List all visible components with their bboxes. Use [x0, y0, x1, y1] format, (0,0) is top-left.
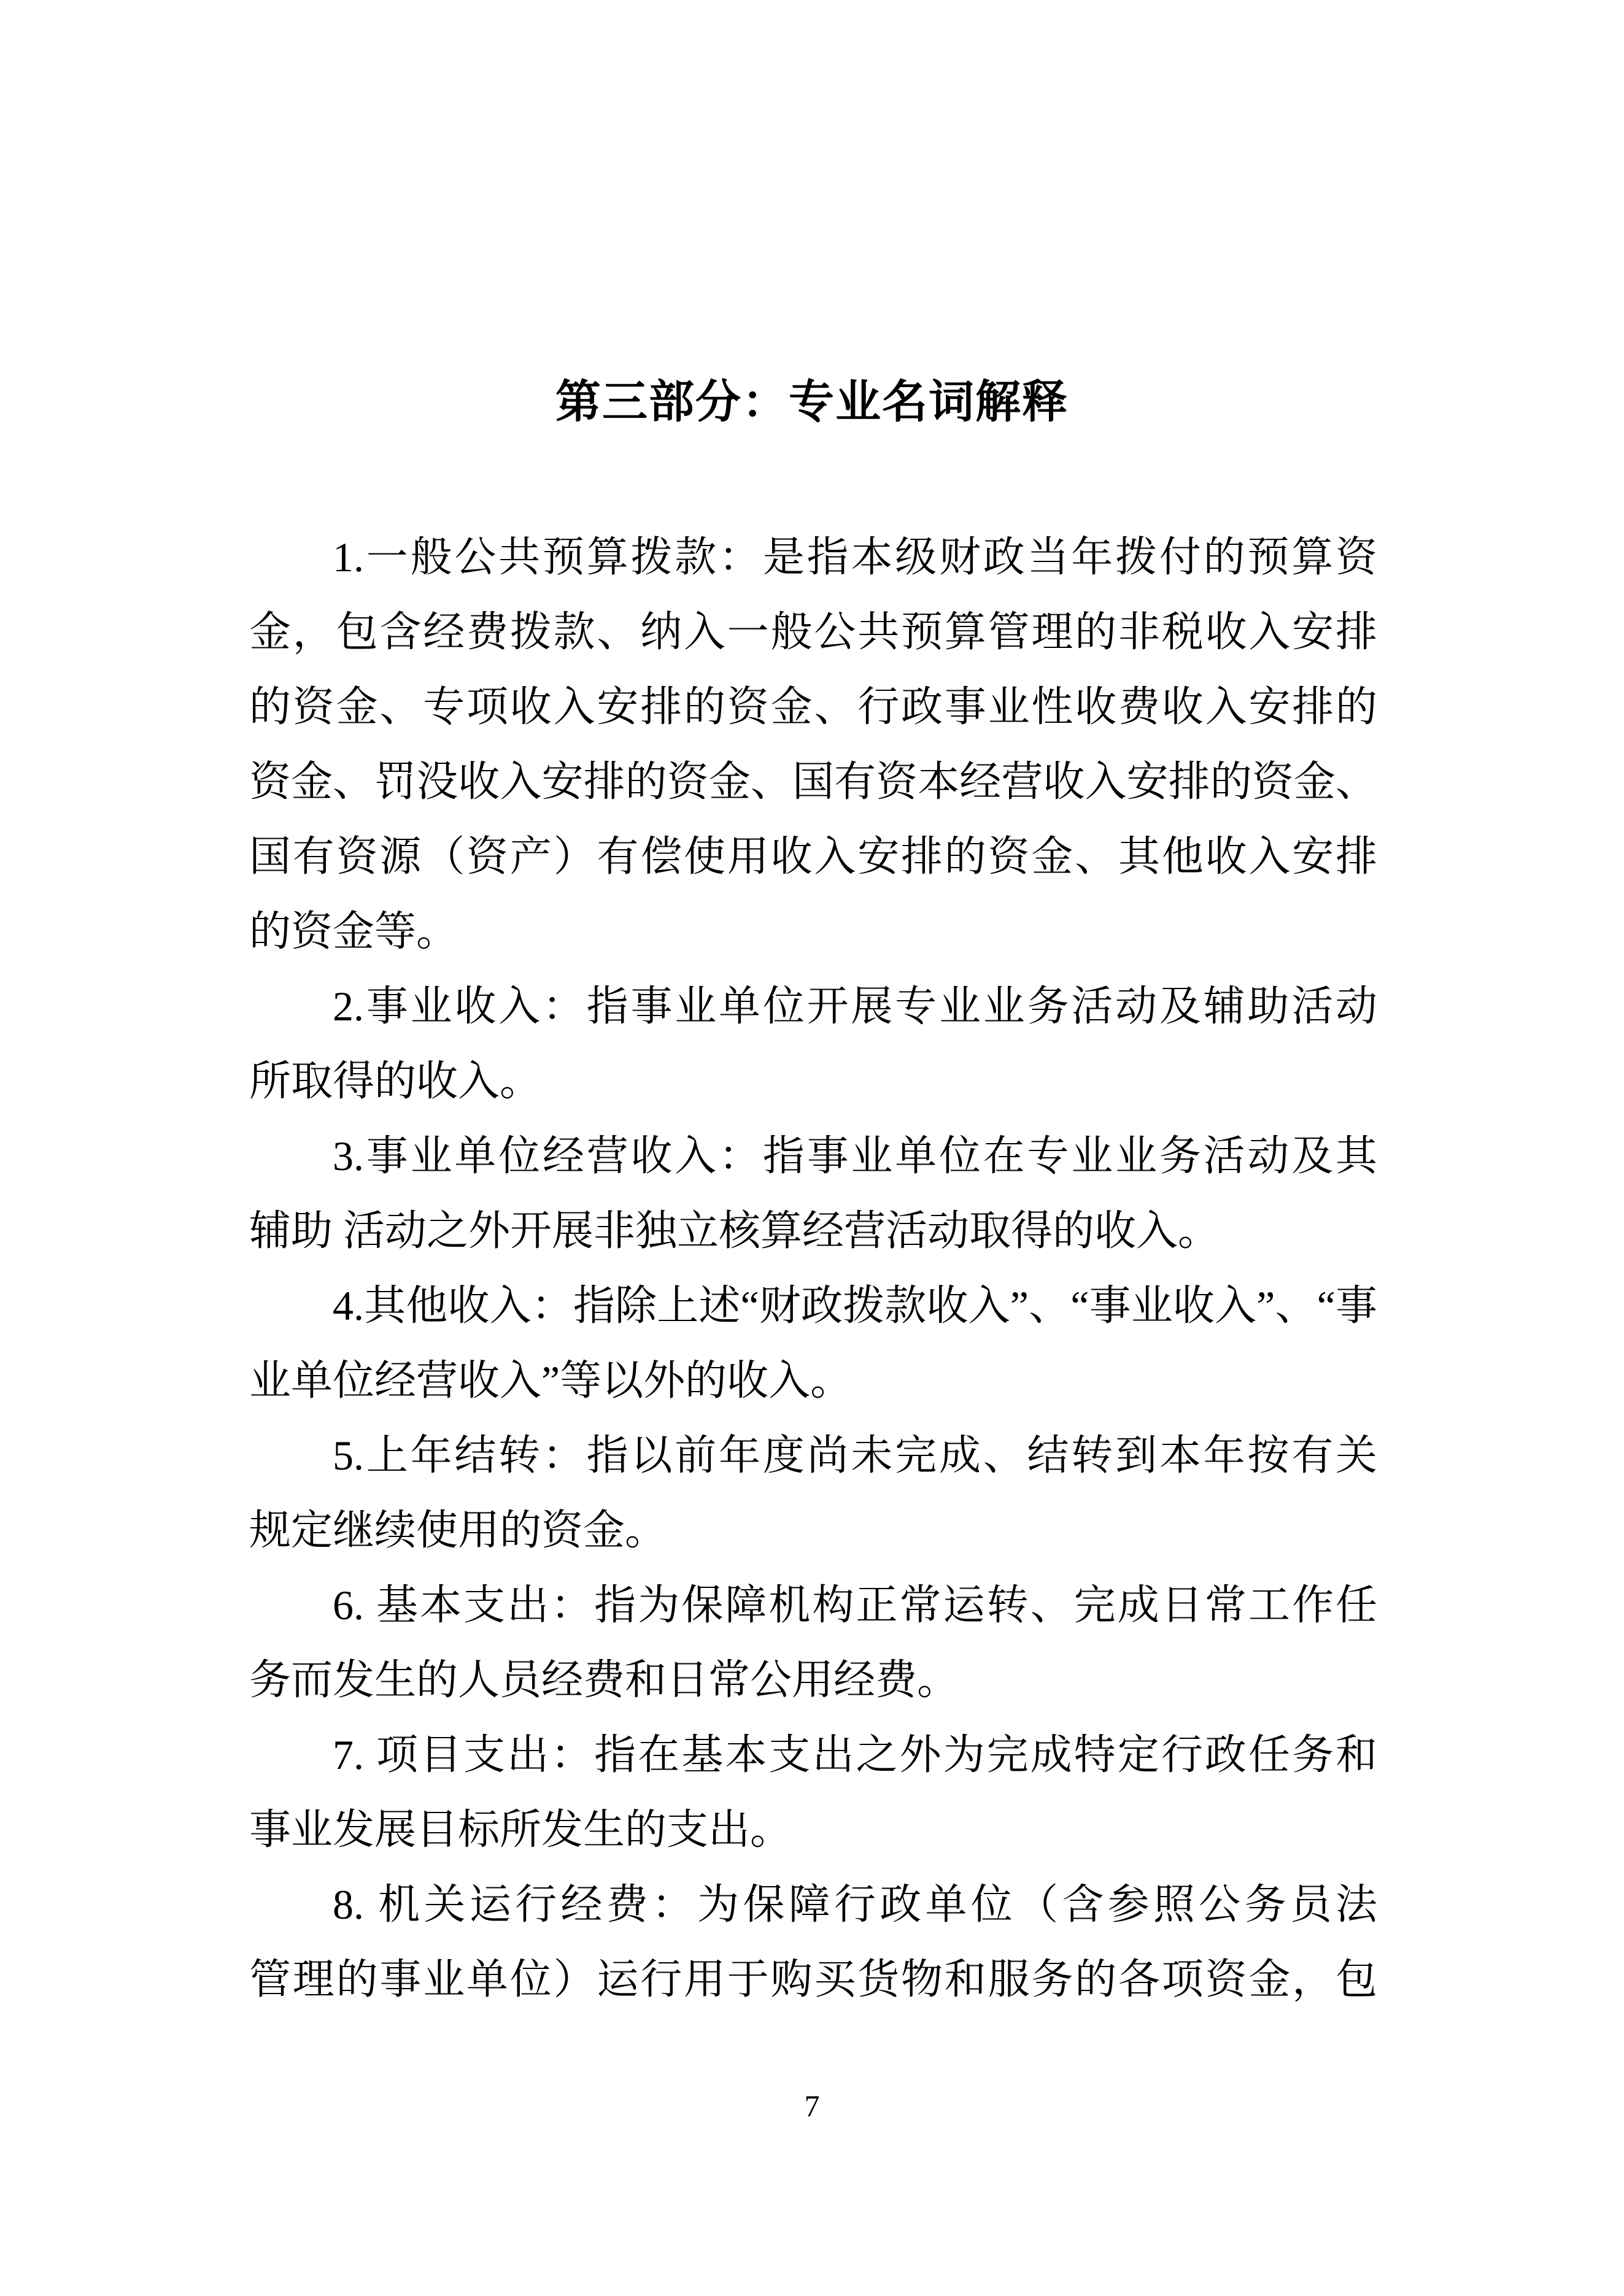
text-line: 辅助 活动之外开展非独立核算经营活动取得的收入。 — [249, 1208, 1220, 1254]
text-line: 7. 项目支出：指在基本支出之外为完成特定行政任务和 — [333, 1732, 1377, 1778]
section-title: 第三部分：专业名词解释 — [555, 376, 1069, 427]
text-line: 5.上年结转：指以前年度尚未完成、结转到本年按有关 — [333, 1432, 1377, 1479]
text-line: 2.事业收入：指事业单位开展专业业务活动及辅助活动 — [333, 983, 1377, 1030]
text-line: 6. 基本支出：指为保障机构正常运转、完成日常工作任 — [333, 1582, 1377, 1628]
text-line: 的资金等。 — [249, 908, 458, 955]
text-line: 资金、罚没收入安排的资金、国有资本经营收入安排的资金、 — [249, 758, 1377, 805]
text-line: 的资金、专项收入安排的资金、行政事业性收费收入安排的 — [249, 684, 1377, 730]
text-line: 4.其他收入：指除上述“财政拨款收入”、“事业收入”、“事 — [333, 1282, 1377, 1329]
text-line: 管理的事业单位）运行用于购买货物和服务的各项资金，包 — [249, 1956, 1377, 2003]
text-line: 3.事业单位经营收入：指事业单位在专业业务活动及其 — [333, 1133, 1377, 1179]
text-line: 务而发生的人员经费和日常公用经费。 — [249, 1657, 959, 1703]
text-line: 所取得的收入。 — [249, 1058, 542, 1104]
text-line: 业单位经营收入”等以外的收入。 — [249, 1357, 853, 1404]
text-line: 事业发展目标所发生的支出。 — [249, 1806, 792, 1853]
page-number: 7 — [804, 2089, 820, 2123]
text-line: 国有资源（资产）有偿使用收入安排的资金、其他收入安排 — [249, 833, 1377, 880]
text-line: 金，包含经费拨款、纳入一般公共预算管理的非税收入安排 — [249, 609, 1377, 655]
document-body — [249, 520, 1377, 2017]
text-line: 1.一般公共预算拨款：是指本级财政当年拨付的预算资 — [333, 534, 1377, 580]
text-line: 规定继续使用的资金。 — [249, 1507, 667, 1554]
text-line: 8. 机关运行经费：为保障行政单位（含参照公务员法 — [333, 1881, 1377, 1928]
